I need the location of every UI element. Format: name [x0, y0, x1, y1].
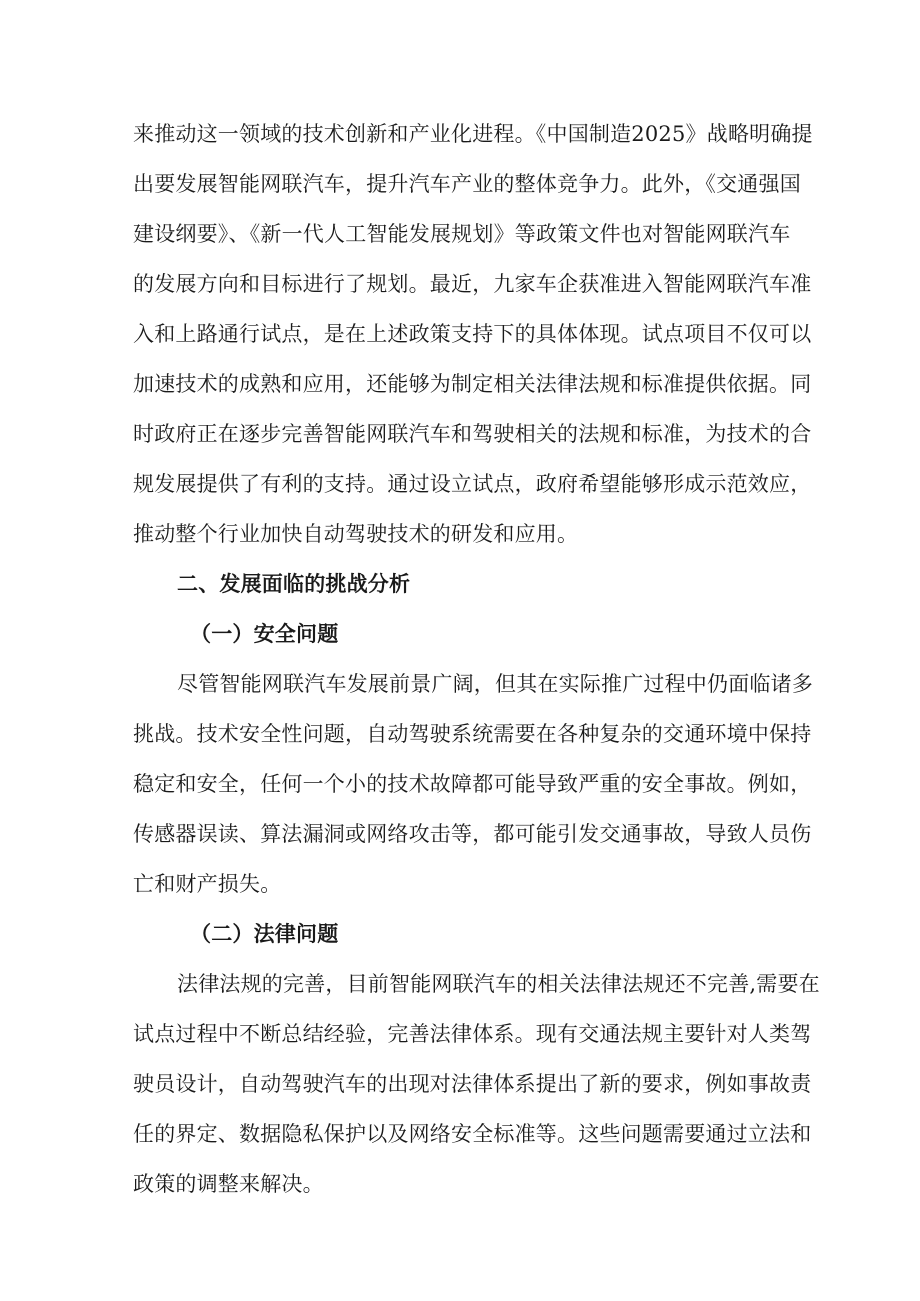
paragraph-line: 亡和财产损失。 — [133, 872, 282, 896]
paragraph-line: 加速技术的成熟和应用，还能够为制定相关法律法规和标准提供依据。同 — [133, 372, 812, 396]
paragraph-line: 的发展方向和目标进行了规划。最近，九家车企获准进入智能网联汽车准 — [133, 272, 812, 296]
paragraph-line: 法律法规的完善，目前智能网联汽车的相关法律法规还不完善,需要在 — [177, 972, 820, 996]
paragraph-line: 入和上路通行试点，是在上述政策支持下的具体体现。试点项目不仅可以 — [133, 322, 812, 346]
paragraph-line: 出要发展智能网联汽车，提升汽车产业的整体竞争力。此外，《交通强国 — [133, 172, 801, 196]
paragraph-line: 来推动这一领域的技术创新和产业化进程。《中国制造2025》战略明确提 — [133, 122, 813, 146]
paragraph-line: 挑战。技术安全性问题，自动驾驶系统需要在各种复杂的交通环境中保持 — [133, 722, 812, 746]
paragraph-line: 任的界定、数据隐私保护以及网络安全标准等。这些问题需要通过立法和 — [133, 1122, 812, 1146]
section-heading: 二、发展面临的挑战分析 — [177, 571, 411, 596]
paragraph-line: 推动整个行业加快自动驾驶技术的研发和应用。 — [133, 522, 579, 546]
paragraph-line: 建设纲要》、《新一代人工智能发展规划》等政策文件也对智能网联汽车 — [133, 222, 791, 246]
subsection-heading-safety: （一）安全问题 — [190, 621, 339, 646]
paragraph-line: 稳定和安全，任何一个小的技术故障都可能导致严重的安全事故。例如， — [133, 772, 812, 796]
paragraph-line: 政策的调整来解决。 — [133, 1172, 324, 1196]
paragraph-line: 规发展提供了有利的支持。通过设立试点，政府希望能够形成示范效应， — [133, 472, 812, 496]
paragraph-line: 传感器误读、算法漏洞或网络攻击等，都可能引发交通事故，导致人员伤 — [133, 822, 812, 846]
paragraph-line: 试点过程中不断总结经验，完善法律体系。现有交通法规主要针对人类驾 — [133, 1022, 812, 1046]
paragraph-line: 尽管智能网联汽车发展前景广阔，但其在实际推广过程中仍面临诸多 — [177, 672, 813, 696]
paragraph-line: 时政府正在逐步完善智能网联汽车和驾驶相关的法规和标准，为技术的合 — [133, 422, 812, 446]
paragraph-line: 驶员设计，自动驾驶汽车的出现对法律体系提出了新的要求，例如事故责 — [133, 1072, 812, 1096]
subsection-heading-legal: （二）法律问题 — [190, 921, 339, 946]
